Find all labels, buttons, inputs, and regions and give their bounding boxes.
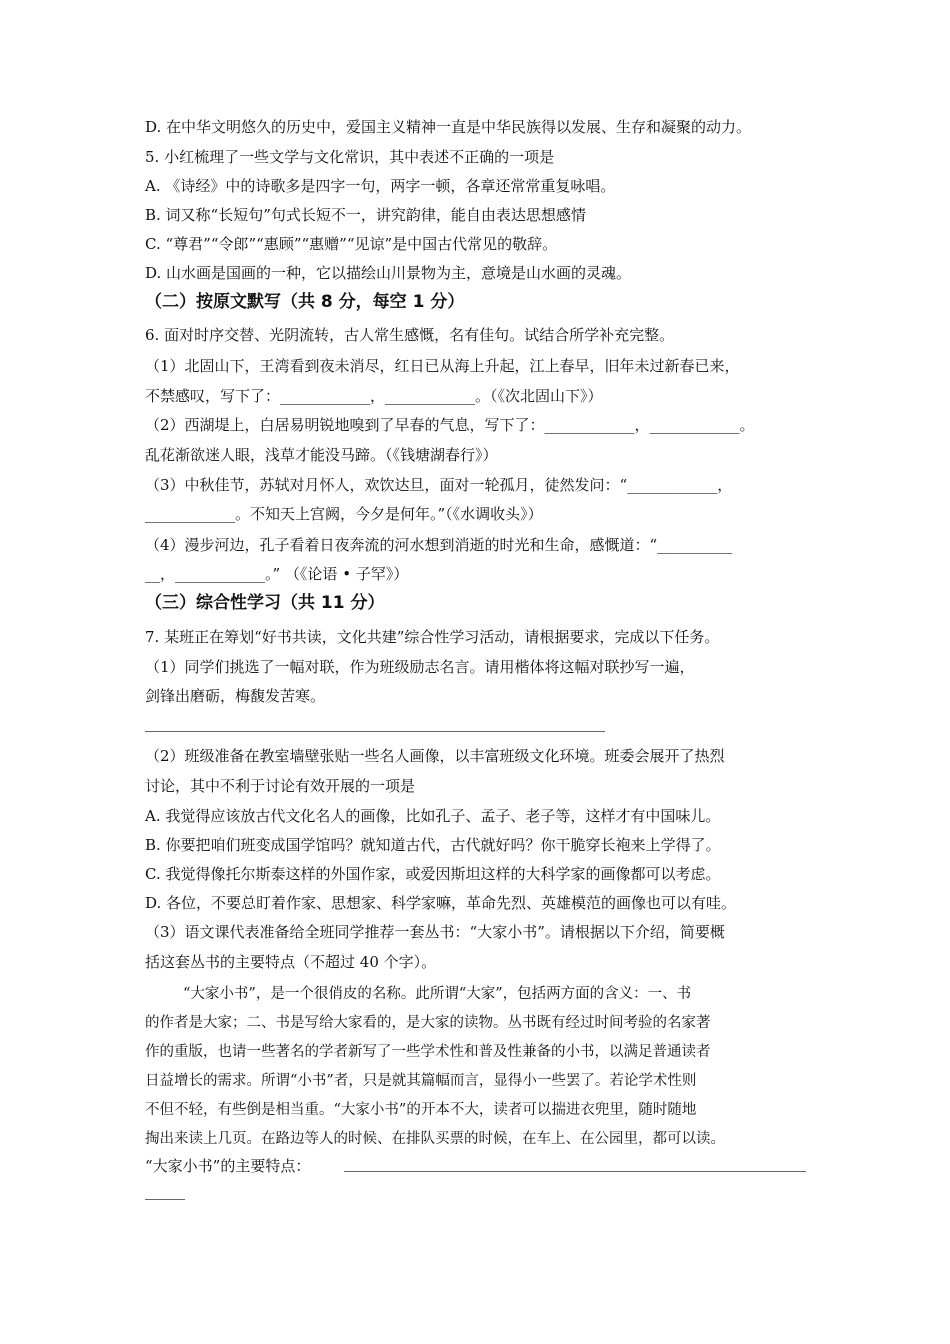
passage-line: “大家小书”，是一个很俏皮的名称。此所谓“大家”，包括两方面的含义：一、书 — [183, 986, 692, 1002]
option-line: A. 我觉得应该放古代文化名人的画像，比如孔子、孟子、老子等，这样才有中国味儿。 — [145, 807, 721, 825]
question-line: （2）班级准备在教室墙壁张贴一些名人画像，以丰富班级文化环境。班委会展开了热烈 — [145, 747, 725, 765]
couplet-text: 剑锋出磨砺，梅馥发苦寒。 — [145, 687, 326, 705]
question-line: 乱花渐欲迷人眼，浅草才能没马蹄。（《钱塘湖春行》） — [145, 446, 498, 464]
answer-line[interactable] — [145, 1199, 185, 1200]
question-line: （2）西湖堤上，白居易明锐地嗅到了早春的气息，写下了：____________，____________。 — [145, 416, 755, 434]
option-line: C. 我觉得像托尔斯泰这样的外国作家，或爱因斯坦这样的大科学家的画像都可以考虑。 — [145, 865, 721, 883]
section-heading: （二）按原文默写（共 8 分，每空 1 分） — [145, 292, 465, 312]
passage-line: 作的重版，也请一些著名的学者新写了一些学术性和普及性兼备的小书，以满足普通读者 — [145, 1044, 711, 1060]
passage-line: 不但不轻，有些倒是相当重。“大家小书”的开本不大，读者可以揣进衣兜里，随时随地 — [145, 1102, 697, 1118]
question-line: （3）中秋佳节，苏轼对月怀人，欢饮达旦，面对一轮孤月，徒然发问：“____________， — [145, 476, 733, 494]
answer-line — [145, 731, 605, 732]
option-line: D. 各位，不要总盯着作家、思想家、科学家嘛，革命先烈、英雄模范的画像也可以有哇。 — [145, 894, 737, 912]
question-line: （3）语文课代表准备给全班同学推荐一套丛书：“大家小书”。请根据以下介绍，简要概 — [145, 923, 725, 941]
question-line: （4）漫步河边，孔子看着日夜奔流的河水想到消逝的时光和生命，感慨道：“__________ — [145, 536, 733, 554]
question-line: （1）北固山下，王湾看到夜未消尽，红日已从海上升起，江上春早，旧年未过新春已来， — [145, 357, 740, 375]
question-line: 不禁感叹，写下了：____________，____________。（《次北固山下》） — [145, 387, 603, 405]
question-line: 括这套丛书的主要特点（不超过 40 个字）。 — [145, 953, 437, 971]
question-stem: 7. 某班正在筹划“好书共读，文化共建”综合性学习活动，请根据要求，完成以下任务。 — [145, 628, 720, 646]
option-line: A. 《诗经》中的诗歌多是四字一句，两字一顿，各章还常常重复咏唱。 — [145, 177, 616, 195]
question-line: ____________。不知天上宫阙，今夕是何年。”（《水调收头》） — [145, 505, 543, 523]
passage-line: 日益增长的需求。所谓“小书”者，只是就其篇幅而言，显得小一些罢了。若论学术性则 — [145, 1073, 697, 1089]
answer-line[interactable] — [344, 1171, 806, 1172]
question-line: 讨论，其中不利于讨论有效开展的一项是 — [145, 777, 416, 795]
option-line: D. 山水画是国画的一种，它以描绘山川景物为主，意境是山水画的灵魂。 — [145, 264, 632, 282]
passage-line: 的作者是大家；二、书是写给大家看的，是大家的读物。丛书既有经过时间考验的名家著 — [145, 1015, 711, 1031]
question-stem: 5. 小红梳理了一些文学与文化常识，其中表述不正确的一项是 — [145, 148, 555, 166]
question-stem: 6. 面对时序交替、光阴流转，古人常生感慨，名有佳句。试结合所学补充完整。 — [145, 326, 675, 344]
option-line: C. “尊君”“令郎”“惠顾”“惠赠”“见谅”是中国古代常见的敬辞。 — [145, 235, 558, 253]
passage-line: 掏出来读上几页。在路边等人的时候、在排队买票的时候，在车上、在公园里，都可以读。 — [145, 1131, 725, 1147]
option-line: B. 词又称“长短句”句式长短不一，讲究韵律，能自由表达思想感情 — [145, 206, 586, 224]
answer-prompt: “大家小书”的主要特点： — [145, 1157, 311, 1175]
question-line: （1）同学们挑选了一幅对联，作为班级励志名言。请用楷体将这幅对联抄写一遍， — [145, 658, 695, 676]
option-line: B. 你要把咱们班变成国学馆吗？就知道古代，古代就好吗？你干脆穿长袍来上学得了。 — [145, 836, 721, 854]
section-heading: （三）综合性学习（共 11 分） — [145, 593, 385, 613]
question-line: __，____________。” （《论语 • 子罕》） — [145, 565, 409, 583]
option-line: D. 在中华文明悠久的历史中，爱国主义精神一直是中华民族得以发展、生存和凝聚的动力。 — [145, 118, 752, 136]
